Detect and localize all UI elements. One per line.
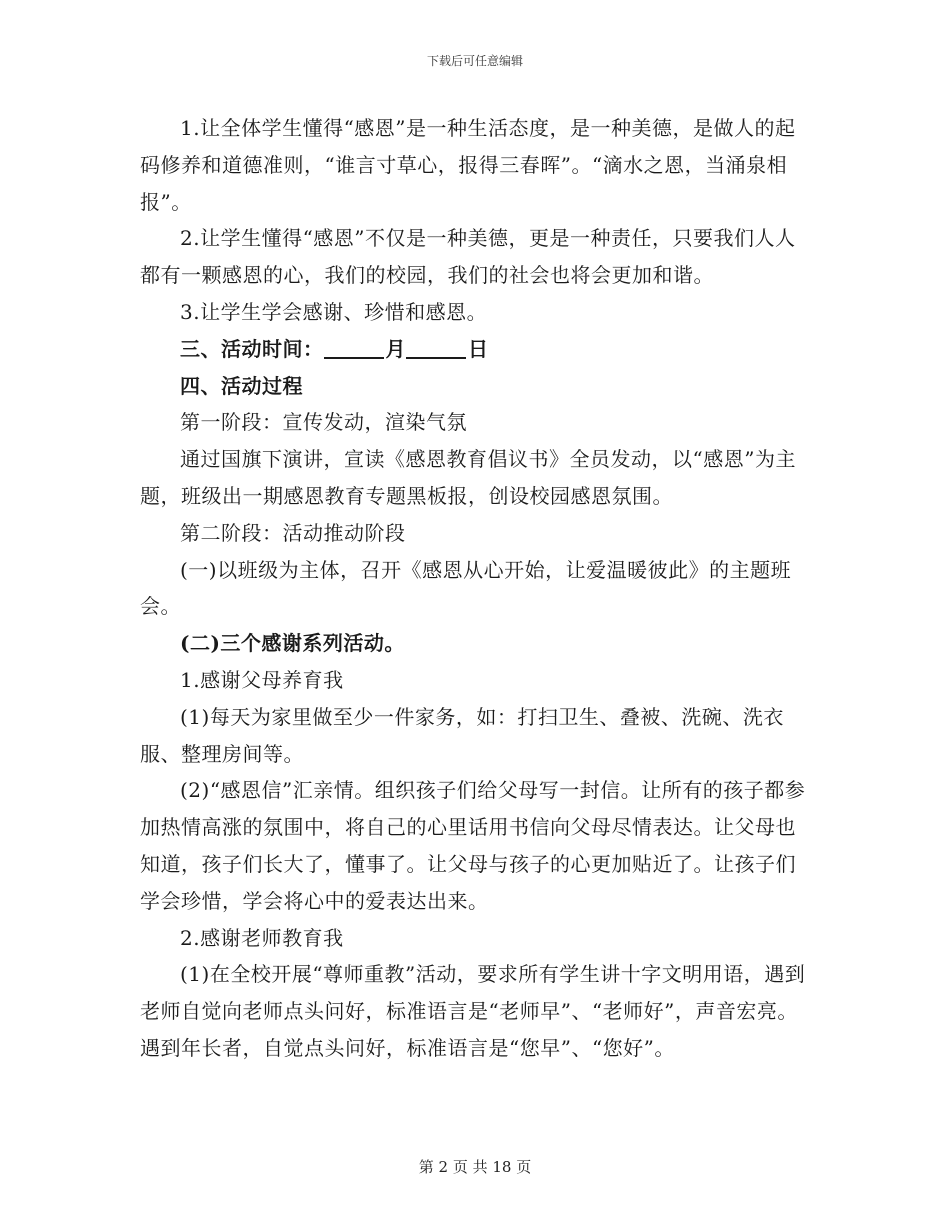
stage-2-title: 第二阶段：活动推动阶段: [180, 520, 406, 545]
page-footer: 第 2 页 共 18 页: [418, 1158, 532, 1176]
thanks-teachers-title: 2.感谢老师教育我: [180, 925, 344, 950]
objective-1: 1.让全体学生懂得“感恩”是一种生活态度，是一种美德，是做人的起码修养和道德准则，“谁言寸草心，报得三春晖”。“滴水之恩，当涌泉相报”。: [140, 116, 796, 214]
page-header: 下载后可任意编辑: [426, 54, 523, 68]
thanks-teachers-item-1: (1)在全校开展“尊师重教”活动，要求所有学生讲十字文明用语，遇到老师自觉向老师点头问好，标准语言是“老师早”、“老师好”，声音宏亮。遇到年长者，自觉点头问好，标准语言是“您早”、“您好”。: [140, 962, 806, 1060]
month-label: 月: [385, 336, 406, 361]
thanks-series-heading: (二)三个感谢系列活动。: [180, 631, 405, 656]
activity-time-label: 三、活动时间：: [180, 336, 324, 361]
objective-2: 2.让学生懂得“感恩”不仅是一种美德，更是一种责任，只要我们人人都有一颗感恩的心，我们的校园，我们的社会也将会更加和谐。: [140, 226, 796, 288]
thanks-parents-title: 1.感谢父母养育我: [180, 667, 344, 692]
month-blank: [324, 335, 384, 359]
objective-3: 3.让学生学会感谢、珍惜和感恩。: [180, 299, 488, 324]
thanks-parents-item-2: (2)“感恩信”汇亲情。组织孩子们给父母写一封信。让所有的孩子都参加热情高涨的氛围中，将自己的心里话用书信向父母尽情表达。让父母也知道，孩子们长大了，懂事了。让父母与孩子的心更加贴近了。让孩子们学会珍惜，学会将心中的爱表达出来。: [140, 778, 806, 913]
class-meeting-item: (一)以班级为主体，召开《感恩从心开始，让爱温暖彼此》的主题班会。: [140, 557, 792, 619]
day-blank: [406, 335, 466, 359]
document-body: [140, 110, 812, 1067]
activity-time-heading: [140, 331, 812, 368]
stage-1-body: 通过国旗下演讲，宣读《感恩教育倡议书》全员发动，以“感恩”为主题，班级出一期感恩教育专题黑板报，创设校园感恩氛围。: [140, 447, 796, 508]
day-label: 日: [468, 336, 489, 361]
thanks-parents-item-1: (1)每天为家里做至少一件家务，如：打扫卫生、叠被、洗碗、洗衣服、整理房间等。: [140, 704, 784, 766]
process-heading: 四、活动过程: [180, 373, 303, 398]
stage-1-title: 第一阶段：宣传发动，渲染气氛: [180, 410, 467, 435]
